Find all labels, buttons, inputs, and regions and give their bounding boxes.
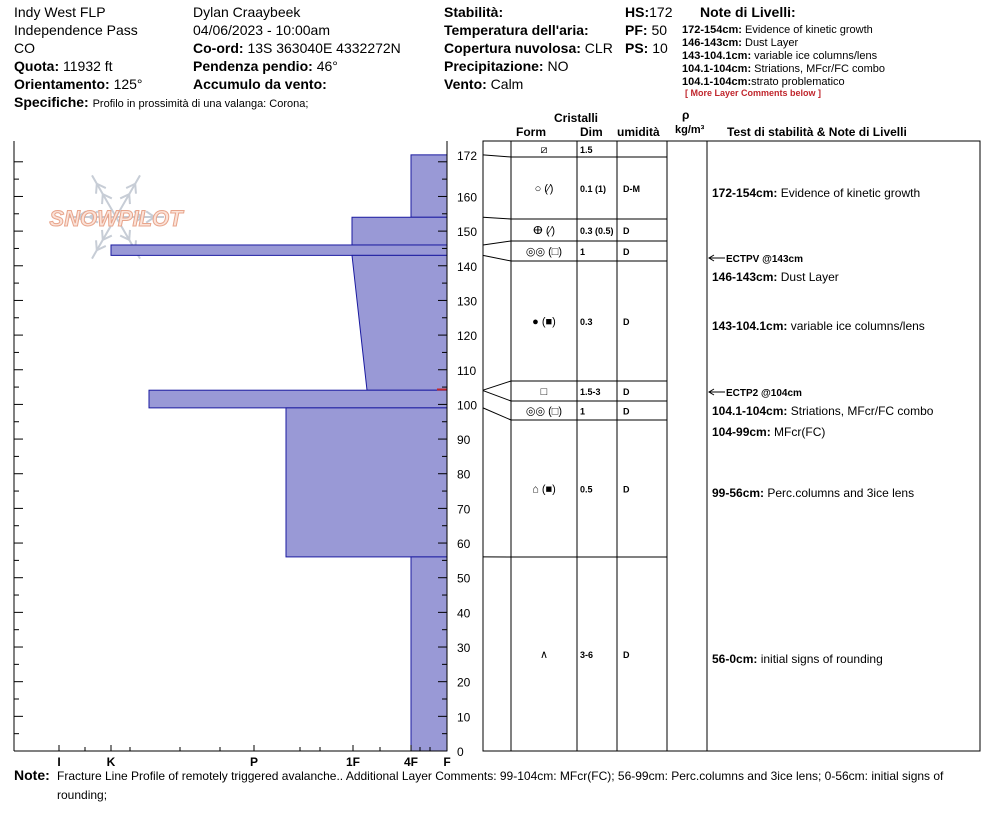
y-tick-label: 40: [457, 606, 471, 621]
hardness-bar: [286, 408, 447, 557]
layer-comment: [712, 270, 839, 284]
y-tick-label: 130: [457, 294, 478, 309]
layer-note-item: 104.1-104cm: Striations, MFcr/FC combo: [682, 63, 885, 75]
layer-connector: [483, 255, 511, 261]
y-tick-label: 160: [457, 190, 478, 205]
layer-comment-range: 56-0cm:: [712, 652, 758, 666]
grain-size: 3-6: [580, 650, 594, 660]
moisture-value: D: [623, 226, 630, 236]
layer-comment: [712, 652, 883, 666]
ps-value: PS: 10: [625, 40, 668, 56]
pf-value: PF: 50: [625, 22, 668, 38]
precipitation: Precipitazione: NO: [444, 58, 569, 74]
location-name: Indy West FLP: [14, 4, 106, 20]
elevation: Quota: 11932 ft: [14, 58, 113, 74]
stability-notes-column: [709, 186, 934, 666]
layer-comment: [712, 486, 914, 500]
form-header: Form: [516, 125, 546, 139]
layer-notes-title: Note di Livelli:: [700, 4, 796, 20]
y-tick-label: 90: [457, 433, 471, 448]
layer-comment-text: Evidence of kinetic growth: [777, 186, 921, 200]
y-tick-label: 70: [457, 502, 471, 517]
x-tick-label: I: [57, 755, 61, 769]
layer-connector: [483, 391, 511, 401]
pass-name: Independence Pass: [14, 22, 138, 38]
moisture-header: umidità: [617, 125, 660, 139]
grain-form-symbol: ⌂ (■): [532, 483, 556, 496]
y-tick-label: 50: [457, 571, 471, 586]
grain-size: 0.3: [580, 317, 593, 327]
x-tick-label: K: [106, 755, 116, 769]
y-tick-label: 110: [457, 363, 477, 378]
y-tick-label: 60: [457, 537, 471, 552]
hardness-bar: [352, 217, 447, 245]
logo-text: SNOWPILOT: [49, 206, 183, 231]
hardness-bar: [411, 557, 447, 751]
layer-connector: [483, 408, 511, 420]
layer-note-item: 146-143cm: Dust Layer: [682, 37, 799, 49]
slope: Pendenza pendio: 46°: [193, 58, 338, 74]
x-tick-label: 4F: [403, 755, 419, 769]
layer-note-item: 172-154cm: Evidence of kinetic growth: [682, 24, 873, 36]
y-tick-label: 150: [457, 225, 478, 240]
hardness-bar: [111, 245, 447, 255]
layer-comment-range: 143-104.1cm:: [712, 319, 788, 333]
layer-comment: [712, 319, 925, 333]
y-tick-label: 0: [457, 745, 464, 759]
x-tick-label: F: [443, 755, 451, 769]
layer-comment-text: variable ice columns/lens: [787, 319, 925, 333]
layer-comment: [712, 186, 920, 200]
stability-notes-header: Test di stabilità & Note di Livelli: [727, 125, 907, 139]
grain-form-symbol: □: [540, 386, 548, 398]
grain-size: 1.5-3: [580, 387, 601, 397]
y-tick-label: 10: [457, 710, 471, 725]
sky-cover: Copertura nuvolosa: CLR: [444, 40, 613, 56]
y-tick-label: 100: [457, 398, 478, 413]
layer-comment-text: MFcr(FC): [770, 425, 826, 439]
layer-note-item: 104.1-104cm:strato problematico: [682, 76, 845, 88]
aspect: Orientamento: 125°: [14, 76, 143, 92]
hs-value: HS:172: [625, 4, 673, 20]
moisture-value: D: [623, 406, 630, 417]
wind: Vento: Calm: [444, 76, 524, 92]
crystals-header: Cristalli: [554, 111, 599, 125]
hardness-chart: [14, 141, 477, 769]
density-unit: kg/m³: [675, 124, 705, 136]
size-header: Dim: [580, 125, 603, 139]
grain-form-symbol: ∧: [539, 649, 549, 661]
x-tick-label: P: [249, 755, 259, 769]
grain-form-symbol: ● (■): [532, 316, 556, 328]
observer: Dylan Craaybeek: [193, 4, 301, 20]
datetime: 04/06/2023 - 10:00am: [193, 22, 330, 38]
air-temp-label: Temperatura dell'aria:: [444, 22, 589, 38]
grain-form-symbol: ⧄: [540, 144, 548, 156]
grain-size: 1.5: [580, 145, 593, 155]
layer-comment-text: Striations, MFcr/FC combo: [787, 404, 934, 418]
layer-connector: [483, 241, 511, 245]
grain-form-symbol: ⴲ (⁄): [533, 225, 555, 237]
layer-connector: [483, 217, 511, 219]
x-tick-label: 1F: [345, 755, 361, 769]
layer-comment-range: 104.1-104cm:: [712, 404, 788, 418]
footer-line-1: Fracture Line Profile of remotely triggered avalanche.. Additional Layer Comments: 99-104cm: MFcr(FC); 56-99cm: Perc.columns and 3ice lens; 0-56cm: initial signs of: [57, 769, 944, 783]
more-comments-link: [ More Layer Comments below ]: [685, 88, 822, 98]
footer-label: Note:: [14, 767, 50, 783]
stability-label: Stabilità:: [444, 4, 504, 20]
y-tick-label: 140: [457, 259, 478, 274]
y-tick-label: 20: [457, 675, 471, 690]
state: CO: [14, 40, 35, 56]
layer-comment: [712, 404, 934, 418]
moisture-value: D: [623, 247, 630, 257]
coordinates: Co-ord: 13S 363040E 4332272N: [193, 40, 401, 56]
layer-comment-text: Perc.columns and 3ice lens: [764, 486, 915, 500]
specifics: Specifiche: Profilo in prossimità di una valanga: Corona;: [14, 94, 309, 110]
layer-comment-range: 172-154cm:: [712, 186, 778, 200]
layer-note-item: 143-104.1cm: variable ice columns/lens: [682, 50, 878, 62]
stability-test-result: ECTPV @143cm: [726, 254, 804, 265]
layer-comment-text: initial signs of rounding: [757, 652, 883, 666]
layer-comment-range: 99-56cm:: [712, 486, 765, 500]
layer-connector: [483, 155, 511, 157]
hardness-bar: [411, 155, 447, 217]
grain-size: 0.5: [580, 484, 593, 495]
grain-size: 1: [580, 247, 586, 257]
y-tick-label: 120: [457, 329, 478, 344]
grain-form-symbol: ○ (⁄): [534, 183, 554, 195]
grain-size: 0.1 (1): [580, 184, 607, 194]
moisture-value: D: [623, 387, 630, 397]
hardness-bar: [149, 390, 447, 408]
footer-line-2: rounding;: [57, 788, 108, 802]
moisture-value: D: [623, 650, 630, 660]
y-tick-label: 30: [457, 641, 471, 656]
moisture-value: D-M: [623, 184, 640, 194]
layer-comment-range: 104-99cm:: [712, 425, 771, 439]
layer-connector: [483, 381, 511, 390]
moisture-value: D: [623, 317, 630, 327]
grain-size: 0.3 (0.5): [580, 226, 614, 236]
wind-loading-label: Accumulo da vento:: [193, 76, 327, 92]
grain-form-symbol: ◎◎ (□): [525, 405, 563, 418]
y-tick-label: 172: [457, 148, 478, 163]
hardness-bar: [352, 255, 447, 390]
rho-header: ρ: [682, 108, 690, 122]
layer-comment: [712, 425, 825, 439]
stability-test-result: ECTP2 @104cm: [726, 388, 802, 399]
moisture-value: D: [623, 484, 630, 495]
grain-size: 1: [580, 406, 586, 417]
layer-comment-range: 146-143cm:: [712, 270, 778, 284]
grain-form-symbol: ◎◎ (□): [525, 246, 563, 258]
y-tick-label: 80: [457, 467, 471, 482]
layer-comment-text: Dust Layer: [777, 270, 839, 284]
